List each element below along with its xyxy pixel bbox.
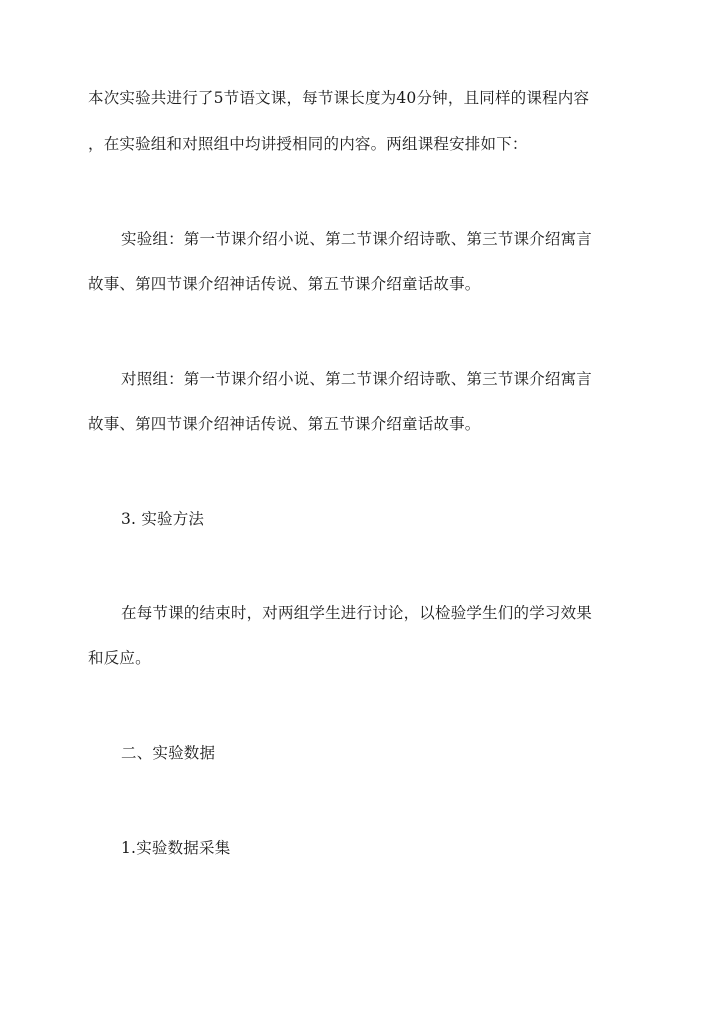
paragraph-intro-line-2: ，在实验组和对照组中均讲授相同的内容。两组课程安排如下： [88, 135, 528, 153]
heading-experiment-method: 3. 实验方法 [121, 510, 205, 528]
paragraph-experiment-group-line-2: 故事、第四节课介绍神话传说、第五节课介绍童话故事。 [88, 275, 481, 293]
paragraph-control-group-line-2: 故事、第四节课介绍神话传说、第五节课介绍童话故事。 [88, 415, 481, 433]
heading-experiment-data: 二、实验数据 [121, 744, 216, 762]
paragraph-intro-line-1: 本次实验共进行了5节语文课，每节课长度为40分钟，且同样的课程内容 [88, 89, 590, 107]
paragraph-control-group-line-1: 对照组：第一节课介绍小说、第二节课介绍诗歌、第三节课介绍寓言 [121, 370, 593, 388]
heading-data-collection: 1.实验数据采集 [121, 839, 231, 857]
paragraph-method-line-2: 和反应。 [88, 649, 151, 667]
paragraph-method-line-1: 在每节课的结束时，对两组学生进行讨论，以检验学生们的学习效果 [121, 604, 593, 622]
paragraph-experiment-group-line-1: 实验组：第一节课介绍小说、第二节课介绍诗歌、第三节课介绍寓言 [121, 230, 593, 248]
